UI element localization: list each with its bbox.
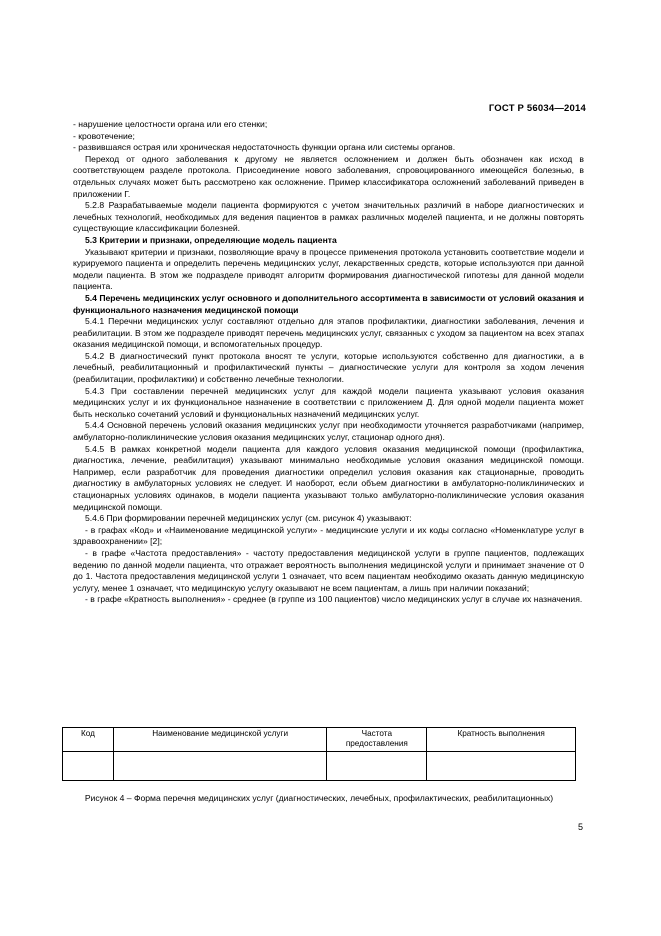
paragraph: Указывают критерии и признаки, позволяющие врачу в процессе применения протокола установить соответствие модели и курируемого пациента и определить перечень медицинских услуг, лекарственных средств, которые используются при данной модели пациента. В этом же подразделе приводят алгоритм формирования диагностической гипотезы для данной модели пациента. — [73, 246, 584, 292]
table-cell — [113, 752, 327, 781]
document-header: ГОСТ Р 56034—2014 — [488, 103, 586, 114]
header-service-name: Наименование медицинской услуги — [113, 728, 327, 752]
body-text — [73, 119, 584, 606]
list-item: - в графе «Частота предоставления» - частоту предоставления медицинской услуги в группе пациентов, подлежащих ведению по данной модели пациента, что отражает вероятность выполнения медицинской услуги и принимает значение от 0 до 1. Частота предоставления медицинской услуги 1 означает, что всем пациентам необходимо оказать данную медицинскую услугу, менее 1 означает, что медицинскую услугу оказывают не всем пациентам, а лишь при наличии показаний; — [73, 547, 584, 593]
services-form-table — [62, 727, 576, 781]
header-code: Код — [63, 728, 114, 752]
table-header-row — [63, 728, 576, 752]
table-cell — [327, 752, 427, 781]
paragraph-5-4-4: 5.4.4 Основной перечень условий оказания медицинских услуг при необходимости уточняется разработчиками (например, амбулаторно-поликлинические условия оказания медицинских услуг, стационар одного дня). — [73, 420, 584, 443]
header-frequency: Частота предоставления — [327, 728, 427, 752]
paragraph-5-4-2: 5.4.2 В диагностический пункт протокола вносят те услуги, которые используются собственно для диагностики, а в лечебный, реабилитационный и профилактический пункты – диагностические услуги для контроля за ходом лечения (реабилитации, профилактики) и собственно лечебные технологии. — [73, 350, 584, 385]
page-number: 5 — [577, 822, 583, 832]
list-item: - нарушение целостности органа или его стенки; — [73, 119, 268, 129]
list-item: - развившаяся острая или хроническая недостаточность функции органа или системы органов. — [73, 142, 456, 153]
list-item: - кровотечение; — [73, 130, 135, 141]
paragraph-5-2-8: 5.2.8 Разрабатываемые модели пациента формируются с учетом значительных различий в наборе диагностических и лечебных технологий, необходимых для ведения пациентов в рамках различных моделей пациента, и не должны повторять существующие классификации болезней. — [73, 200, 584, 234]
header-multiplicity: Кратность выполнения — [427, 728, 576, 752]
section-heading-5-3: 5.3 Критерии и признаки, определяющие модель пациента — [85, 234, 337, 245]
table-cell — [427, 752, 576, 781]
list-item: - в графе «Кратность выполнения» - среднее (в группе из 100 пациентов) число медицинских услуг в случае их назначения. — [85, 594, 583, 605]
table-cell — [63, 752, 114, 781]
list-item: - в графах «Код» и «Наименование медицинской услуги» - медицинские услуги и их коды согласно «Номенклатуре услуг в здравоохранении» [2]; — [73, 524, 584, 547]
section-heading-5-4: 5.4 Перечень медицинских услуг основного и дополнительного ассортимента в зависимости от условий оказания и функционального назначения медицинской помощи — [73, 292, 584, 315]
paragraph-5-4-6: 5.4.6 При формировании перечней медицинских услуг (см. рисунок 4) указывают: — [85, 513, 412, 524]
paragraph-5-4-3: 5.4.3 При составлении перечней медицинских услуг для каждой модели пациента указывают условия оказания медицинских услуг и их функциональное назначение в соответствии с приложением Д. Для одной модели пациента может быть несколько сочетаний условий и функциональных назначений медицинских услуг. — [73, 385, 584, 419]
paragraph: Переход от одного заболевания к другому не является осложнением и должен быть обозначен как исход в соответствующем разделе протокола. Присоединение нового заболевания, спровоцированного имеющейся болезнью, в отдельных случаях может быть рассмотрено как осложнение. Пример классификатора осложнений заболеваний приведен в приложении Г. — [73, 153, 584, 199]
paragraph-5-4-1: 5.4.1 Перечни медицинских услуг составляют отдельно для этапов профилактики, диагностики заболевания, лечения и реабилитации. В этом же подразделе приводят перечень медицинских услуг, связанных с уходом за пациентом на всех этапах оказания медицинской помощи, и вспомогательных процедур. — [73, 316, 584, 350]
figure-caption: Рисунок 4 – Форма перечня медицинских услуг (диагностических, лечебных, профилактических, реабилитационных) — [84, 793, 554, 803]
table-row — [63, 752, 576, 781]
paragraph-5-4-5: 5.4.5 В рамках конкретной модели пациента для каждого условия оказания медицинской помощи (профилактика, диагностика, лечение, реабилитация) указывают минимально необходимые условия оказания медицинской помощи. Например, если разработчик для проведения диагностики определил условия оказания как стационарные, проводить диагностику в амбулаторных условиях не следует. И наоборот, если объем диагностики в амбулаторно-поликлинических и стационарных условиях одинаков, в модели пациента указывают только амбулаторно-поликлинические условия оказания медицинской помощи. — [73, 443, 584, 512]
